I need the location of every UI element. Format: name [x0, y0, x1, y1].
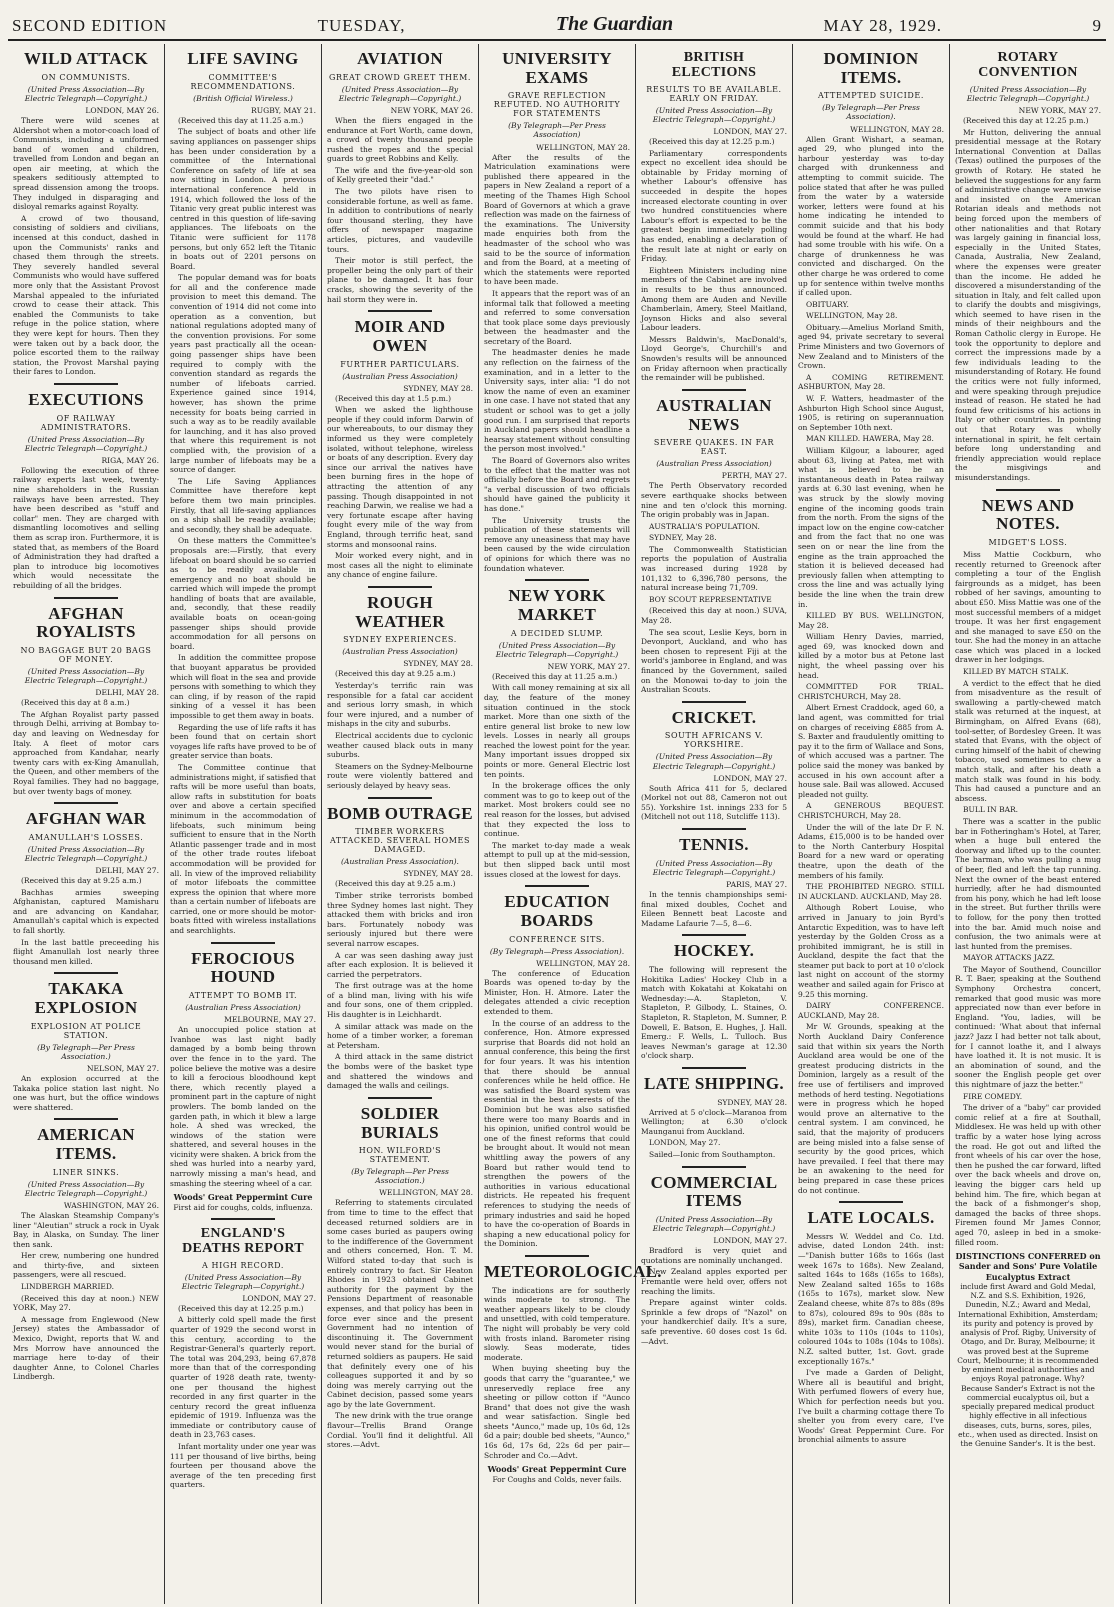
article-paragraph: (Received this day at 8 a.m.): [21, 698, 130, 708]
article-paragraph: There were wild scenes at Aldershot when a motor-coach load of Communists, including a uniformed band of women and children, travelled from London and began an open air meeting, at which the speakers seditiously attempted to spread dissension among the troops. They indulged in disparaging and disloyal remarks against Royalty.: [13, 115, 159, 212]
article-paragraph: MAYOR ATTACKS JAZZ.: [963, 953, 1056, 963]
article-dateline: WASHINGTON, MAY 26.: [63, 1200, 159, 1210]
article-divider: [839, 1201, 903, 1203]
article-subhead: GRAVE REFLECTION REFUTED. NO AUTHORITY FOR STATEMENTS: [493, 91, 621, 119]
article-headline: BOMB OUTRAGE: [327, 803, 473, 823]
article-paragraph: A verdict to the effect that he died from misadventure as the result of swallowing a partly-chewed match stalk was returned at the inquest, at Birmingham, on Alfred Evans (68), tool-setter, of Bordesley Green. It was stated that Evans, with the object of curing himself of the habit of chewing tobacco, used sometimes to chew a match stalk, and after his death a match stalk was found in his body. This had caused a puncture and an abscess.: [955, 678, 1101, 803]
column-4: [479, 44, 662, 1604]
article-paragraph: A third attack in the same district the bombs were of the basket type and shattered the windows and damaged the walls and ceilings.: [327, 1052, 473, 1091]
article-dateline: NEW YORK, MAY 26.: [390, 105, 473, 115]
article-paragraph: When buying sheeting buy the goods that carry the "guarantee," we unreservedly replace free any sheeting or pillow cotton if "Aunco Brand" that does not give the wash and wear satisfaction. Single bed sheets "Aunco," made up, 10s 6d, 12s 6d a pair; double bed sheets, "Aunco," 16s 6d, 17s 6d, 22s 6d per pair—Schroder and Co.—Advt.: [484, 1364, 630, 1460]
article-paragraph: Mr Hutton, delivering the annual presidential message at the Rotary International Convention at Dallas (Texas) outlined the purposes of the growth of Rotary. He stated he believed the suggestions for any farm of administrative change were unwise and insisted on the American Rotarian ideals and methods not being forced upon the members of other nationalities and that Rotary was largely gaining in financial loss, especially in the United States, Canada, Australia, New Zealand, where the expenses were greater than the income. He added he discovered a misunderstanding of the situation in Italy, and felt called upon to clarify the doubts and misgivings, which seemed to have risen in the minds of their neighbours and the Roman Catholic clergy in Europe. He took the opportunity to deplore and correct the impressions made by a few individuals leading to the misunderstanding of Rotary. He found the critics were not fully informed, and were speaking through prejudice instead of reason. He stated he had found few criticisms of his actions in Italy or other countries. In pointing out that Rotary was wholly international in spirit, he felt certain before long understanding and friendly appreciation would replace the misgivings and misunderstandings.: [955, 127, 1101, 482]
article-paragraph: (Received this day at 9.25 a.m.): [335, 879, 456, 889]
article-headline: EDUCATION BOARDS: [504, 892, 610, 930]
article-paragraph: THE PROHIBITED NEGRO. STILL IN AUCKLAND. AUCKLAND, May 28.: [798, 882, 944, 901]
article: [13, 1126, 159, 1382]
article-paragraph: Miss Mattie Cockburn, who recently returned to Greenock after completing a tour of the English fairgrounds as a midget, has been robbed of her savings, amounting to about £50. Miss Mattie was one of the most successful members of a midget troupe. It was her first engagement and she managed to save £50 on the tour. She had the money in an attache case which was placed in a locked drawer in her lodgings.: [955, 549, 1101, 665]
article-headline: HOCKEY.: [673, 941, 755, 961]
advertisement-text: First aid for coughs, colds, influenza.: [173, 1202, 313, 1212]
article-credit: (United Press Association—By Electric Telegraph—Copyright.): [181, 1272, 305, 1291]
article-paragraph: Bachhas armies sweeping Afghanistan, captured Mamisharu and are advancing on Kandahar, Amanullah's capital which is expected to fall shortly.: [13, 887, 159, 935]
advertisement-text: include first Award and Gold Medal, N.Z. and S.S. Exhibition, 1926, Dunedin, N.Z.; Award and Medal, International Exhibition, Amsterdam; its purity and potency is proved by analysis of Prof. Rigby, University of Otago, and Dr. Buray, Melbourne; it was proved best at the Supreme Court, Melbourne; it is recommended by eminent medical authorities and enjoys Royal patronage. Why? Because Sander's Extract is not the commercial eucalyptus oil, but a specially prepared medical product highly effective in all infectious diseases, cuts, burns, sores, piles, etc., when used as directed. Insist on the Genuine Sander's. It is the best.: [957, 1281, 1099, 1449]
article-dateline: PARIS, MAY 27.: [726, 879, 787, 889]
article-credit: (Australian Press Association): [185, 1003, 301, 1013]
article: [641, 836, 787, 928]
article-paragraph: Messrs W. Weddel and Co. Ltd. advise, dated London 24th. inst:—"Danish butter 168s to 166s (last week 167s to 168s). New Zealand, salted 164s to 168s (165s to 168s), New Zealand salted 165s to 168s (165s to 167s), market slow. New Zealand cheese, white 87s to 88s (89s to 87s), coloured 89s to 90s (88s to 89s), market firm. Canadian cheese, white 103s to 110s (104s to 110s), coloured 104s to 108s (104s to 108s). N.Z. salted butter, 1st. Govt. grade exceptionally 167s.": [798, 1231, 944, 1366]
article-dateline: LONDON, MAY 27.: [713, 1236, 787, 1246]
article-divider: [54, 802, 118, 804]
article-paragraph: Electrical accidents due to cyclonic weather caused black outs in many suburbs.: [327, 731, 473, 760]
column-1: [8, 44, 165, 1604]
article-paragraph: In the last battle preceeding his flight Amanullah lost nearly three thousand men killed.: [13, 937, 159, 966]
article-paragraph: The following will represent the Hokitika Ladies' Hockey Club in a match with Kokatahi at Kokatahi on Wednesday:—A. Stapleton, V. Stapleton, P. Gilbody, L. Staines, O. Stapleton, R. Stapleton, M. Sumner, P. Dowell, E. Batson, E. Hughes, J. Hall. Emerg.: F. Wells, L. Tulloch. Bus leaves Newman's garage at 12.30 o'clock sharp.: [641, 965, 787, 1061]
article-paragraph: After the results of the Matriculation examinations were published there appeared in the papers in New Zealand a report of a meeting of the Thames High School Board of Governors at which a grave reflection was made on the fairness of the examinations. The University made enquiries both from the headmaster of the school who was said to be the source of information and from the Board, at a meeting of which the statements were reported to have been made.: [484, 152, 630, 287]
article-headline: METEOROLOGICAL.: [484, 1261, 662, 1281]
article-divider: [54, 597, 118, 599]
masthead: [8, 6, 1106, 41]
article: [641, 397, 787, 695]
date-label: MAY 28, 1929.: [823, 16, 943, 35]
article-paragraph: Albert Ernest Craddock, aged 60, a land agent, was committed for trial on charges of receiving £885 from A. S. Baxter and fraudulently omitting to pay it to the firm of Wallace and Sons, of which accused was a partner. The police said the money was banked by accused in his own account after a house sale. Bail was allowed. Accused pleaded not guilty.: [798, 703, 944, 799]
edition-label: SECOND EDITION: [12, 16, 168, 35]
article-subhead: FURTHER PARTICULARS.: [340, 359, 460, 369]
article-subhead: ON COMMUNISTS.: [41, 72, 131, 82]
article: [327, 318, 473, 580]
columns: [8, 44, 1106, 1604]
article-divider: [54, 972, 118, 974]
article-credit: (United Press Association—By Electric Telegraph—Copyright.): [966, 84, 1090, 103]
article: [13, 391, 159, 591]
advertisement: [170, 1192, 316, 1212]
article-subhead: A DECIDED SLUMP.: [510, 628, 604, 638]
article: [641, 1075, 787, 1160]
article-headline: AMERICAN ITEMS.: [37, 1125, 135, 1163]
article-headline: BRITISH ELECTIONS: [671, 50, 757, 81]
article-dateline: SYDNEY, MAY 28.: [403, 383, 473, 393]
article-paragraph: Although Robert Louise, who arrived in January to join Byrd's Antarctic Expedition, was to have left yesterday by the Golden Cross as a prohibited immigrant, he is still in Auckland, despite the fact that the steamer put back to port at 10 o'clock last night on account of the stormy weather and sailed again for Frisco at 9.25 this morning.: [798, 903, 944, 999]
article-subhead: CONFERENCE SITS.: [509, 934, 605, 944]
article-paragraph: When the fliers engaged in the endurance at Fort Worth, came down, a crowd of twenty thousand people rushed the ropes and the special guards to greet Robbins and Kelly.: [327, 115, 473, 164]
article-headline: SOLDIER BURIALS: [360, 1103, 440, 1142]
article-paragraph: In addition the committee propose that buoyant apparatus be provided which will float in the sea and provide persons with something to which they can cling, if by reason of the rapid sinking of a vessel it has been impossible to get them away in boats.: [170, 653, 316, 721]
article-paragraph: The Commonwealth Statistician reports the population of Australia was increased during 1928 by 101,132 to 6,396,780 persons, the natural increase being 71,709.: [641, 544, 787, 593]
article-paragraph: (Received this day at 11.25 a.m.): [492, 671, 618, 681]
article: [13, 980, 159, 1112]
article-dateline: WELLINGTON, MAY 28.: [536, 958, 630, 968]
article: [955, 50, 1101, 483]
article-paragraph: In the brokerage offices the only comment was to go to keep out of the market. Most brokers could see no real reason for the losses, but advised that they expected the loss to continue.: [484, 781, 630, 839]
article-paragraph: Messrs Baldwin's, MacDonald's, Lloyd George's, Churchill's and Snowden's results will be announced on Friday afternoon when practically the remainder will be published.: [641, 334, 787, 383]
article-paragraph: There was a scatter in the public bar in Fotheringham's Hotel, at Tarer, when a huge bull entered the doorway and lifted up to the counter. The barman, who was pulling a mug of beer, fled and left the tap running. Next the owner of the beast entered hurriedly, after he had dismounted from his pony, which he had left loose in the street. But further thrills were to follow, for the pony then trotted into the bar. Amid much noise and confusion, the two animals were at last hunted from the premises.: [955, 816, 1101, 951]
article-credit: (Australian Press Association): [342, 647, 458, 657]
article-credit: (By Telegraph—Per Press Association).: [822, 103, 920, 122]
article-paragraph: A bitterly cold spell made the first quarter of 1929 the second worst in this century, according to the Registrar-General's quarterly report. The total was 204,293, being 67,878 more than that of the corresponding quarter of 1928 death rate, twenty-one per thousand the highest recorded in any first quarter in the century record the great influenza epidemic of 1919. Influenza was the immediate or contributory cause of death in 23,763 cases.: [170, 1315, 316, 1440]
article-headline: MOIR AND OWEN: [354, 317, 446, 355]
article-paragraph: A GENEROUS BEQUEST. CHRISTCHURCH, May 28.: [798, 801, 944, 820]
article-headline: ENGLAND'S DEATHS REPORT: [182, 1225, 304, 1257]
article-dateline: WELLINGTON, MAY 28.: [850, 124, 944, 134]
article-subhead: NO BAGGAGE BUT 20 BAGS OF MONEY.: [20, 645, 152, 664]
article-paragraph: Yesterday's terrific rain was responsible for a fatal car accident and serious lorry smash, in which four were injured, and a number of mishaps in the city and suburbs.: [327, 681, 473, 729]
article-headline: NEW YORK MARKET: [508, 586, 606, 624]
article-paragraph: LINDBERGH MARRIED.: [21, 1282, 115, 1292]
article-dateline: RIGA, MAY 26.: [101, 455, 159, 465]
article-paragraph: KILLED BY MATCH STALK.: [963, 667, 1069, 677]
article-paragraph: BOY SCOUT REPRESENTATIVE: [649, 594, 772, 604]
article-paragraph: KILLED BY BUS. WELLINGTON, May 28.: [798, 611, 944, 630]
article-dateline: LONDON, MAY 26.: [85, 105, 159, 115]
article-headline: WILD ATTACK: [23, 49, 149, 68]
article-paragraph: The two pilots have risen to considerable fortune, as well as fame. In addition to contributions of nearly four thousand sterling, they have offers of newspaper magazine articles, pictures, and vaudeville tours.: [327, 187, 473, 254]
article-divider: [682, 828, 746, 830]
article-paragraph: It appears that the report was of an informal talk that followed a meeting and referred to some conversation that took place some days previously between the headmaster and the secretary of the Board.: [484, 288, 630, 346]
article-headline: NEWS AND NOTES.: [981, 495, 1075, 534]
article-paragraph: Infant mortality under one year was 111 per thousand of live births, being fourteen per thousand above the average of the ten preceding first quarters.: [170, 1442, 316, 1490]
article-headline: CRICKET.: [671, 707, 757, 727]
article-paragraph: New Zealand apples exported per Fremantle were held over, offers not reaching the limits.: [641, 1267, 787, 1296]
article-credit: (By Telegraph—Per Press Association): [508, 121, 606, 140]
article-paragraph: When we asked the lighthouse people if they could inform Darwin of our whereabouts, to our dismay they informed us they were completely isolated, without telephone, wireless or boats of any description. Every day since our arrival the natives have been burning fires in the hope of attracting the attention of any passing. Though disappointed in not reaching Darwin, we realise we had a very fortunate escape after having fought every mile of the way from England, through terrific heat, sand storms and monsoonal rains.: [327, 405, 473, 549]
article-divider: [54, 1118, 118, 1120]
article-credit: (United Press Association—By Electric Telegraph—Copyright.): [24, 84, 148, 103]
article-dateline: DELHI, MAY 28.: [95, 688, 159, 698]
article-subhead: ATTEMPTED SUICIDE.: [818, 91, 924, 101]
article-paragraph: William Henry Davies, married, aged 69, was knocked down and killed by a motor bus at Petone last night, the wheel passing over his head.: [798, 632, 944, 680]
article-paragraph: Bradford is very quiet and quotations are nominally unchanged.: [641, 1246, 787, 1265]
advertisement: [484, 1464, 630, 1484]
article-credit: (United Press Association—By Electric Telegraph—Copyright.): [338, 84, 462, 103]
article-divider: [525, 885, 589, 887]
article-divider: [682, 1166, 746, 1168]
article-credit: (United Press Association—By Electric Telegraph—Copyright.): [24, 844, 148, 863]
article-paragraph: On these matters the Committee's proposals are:—Firstly, that every lifeboat on board should be so carried as to be readily available in emergency and no boat should be carried which will impede the prompt handling of boats that are available, and, secondly, that these readily available boats on ocean-going passenger ships should provide accommodation for all persons on board.: [170, 536, 316, 651]
advertisement-title: Woods' Great Peppermint Cure: [173, 1192, 313, 1203]
article-dateline: SYDNEY, MAY 28.: [717, 1097, 787, 1107]
article-credit: (United Press Association—By Electric Telegraph—Copyright.): [24, 666, 148, 686]
column-5: [636, 44, 793, 1604]
article-paragraph: Allen Grant Wishart, a seaman, aged 29, who plunged into the harbour yesterday was to-day charged with drunkenness and attempting to commit suicide. The police stated that after he was pulled from the water by a waterside worker, letters were found at his home indicating he intended to commit suicide and that his body would be found at the wharf. He had had some trouble with his wife. On a charge of drunkenness he was convicted and discharged. On the other charge he was ordered to come up for sentence within twelve months if called upon.: [798, 134, 944, 298]
article-divider: [54, 383, 118, 385]
article-paragraph: With call money remaining at six all day, the feature of the money situation continued in the stock market. More than one sixth of the entire general list broke to new low levels. Losses in nearly all groups reached the lowest point for the year. Many important issues dropped six points or more. General Electric lost ten points.: [484, 683, 630, 779]
article-paragraph: Regarding the use of life rafts it has been found that on certain short voyages life rafts have proved to be of greater service than boats.: [170, 722, 316, 761]
article-dateline: LONDON, MAY 27.: [242, 1293, 316, 1303]
article-paragraph: An unoccupied police station at Ivanhoe was last night badly damaged by a bomb being thrown over the fence in to the yard. The police believe the motive was a desire to kill a ferocious bloodhound kept there, which recently played a prominent part in the capture of night prowlers. The bomb landed on the garden path, in which it blew a large hole. A shed was wrecked, the windows of the station were shattered, and several houses in the vicinity were shaken. A brick from the shed was hurled into a nearby yard, narrowly missing a man's head, and smashing the steering wheel of a car.: [170, 1025, 316, 1188]
article-subhead: SEVERE QUAKES. IN FAR EAST.: [653, 438, 775, 457]
article-headline: DOMINION ITEMS.: [823, 49, 919, 87]
article-paragraph: W. F. Watters, headmaster of the Ashburton High School since August, 1905, is retiring on superannuation on September 10th next.: [798, 394, 944, 432]
article: [641, 1174, 787, 1347]
advertisement-text: For Coughs and Colds, never fails.: [492, 1474, 622, 1484]
article-paragraph: Moir worked every night, and in most cases all the night to eliminate any chance of engine failure.: [327, 551, 473, 580]
article-subhead: LINER SINKS.: [52, 1167, 120, 1177]
column-6: [793, 44, 950, 1604]
article-headline: AVIATION: [357, 49, 443, 68]
article-divider: [368, 797, 432, 799]
article-paragraph: A crowd of two thousand, consisting of soldiers and civilians, incensed at this conduct, dashed in upon the Communists' ranks and chased them through the streets. They severely handled several Communists who would have suffered more only that the Assistant Provost Marshal appealed to the infuriated crowd to cease their attack. This enabled the Communists to take refuge in the police station, where they were kept for hours. Then they were taken out by a back door, the police escorted them to the railway station, the Provost Marshal paying their fares to London.: [13, 213, 159, 377]
article-dateline: LONDON, MAY 27.: [713, 773, 787, 783]
article-paragraph: South Africa 411 for 5, declared (Morkel not out 88, Cameron not out 55). Yorkshire 1st. innings 233 for 5 (Mitchell not out 118, Sutcliffe 113).: [641, 783, 787, 822]
article-subhead: AMANULLAH'S LOSSES.: [28, 832, 144, 842]
article-divider: [682, 934, 746, 936]
article-paragraph: Sailed—Ionic from Southampton.: [649, 1150, 776, 1160]
article: [484, 1261, 662, 1484]
article-subhead: SYDNEY EXPERIENCES.: [343, 635, 457, 645]
article-paragraph: COMMITTED FOR TRIAL. CHRISTCHURCH, May 28.: [798, 682, 944, 701]
article-divider: [682, 389, 746, 391]
article-subhead: SOUTH AFRICANS V. YORKSHIRE.: [664, 731, 764, 750]
article-dateline: NEW YORK, MAY 27.: [547, 661, 630, 671]
day-label: TUESDAY,: [317, 16, 406, 35]
article-dateline: WELLINGTON, MAY 28.: [379, 1188, 473, 1198]
article-paragraph: The Life Saving Appliances Committee have therefore kept before them two main principles. Firstly, that all life-saving appliances on a ship shall be readily available; and secondly, they shall be adequate.: [170, 476, 316, 534]
article: [327, 594, 473, 791]
article-paragraph: The wife and the five-year-old son of Kelly greeted their "dad.": [327, 165, 473, 185]
article-subhead: EXPLOSION AT POLICE STATION.: [30, 1021, 142, 1040]
article-paragraph: AUSTRALIA'S POPULATION.: [649, 521, 760, 531]
article-paragraph: Mr W. Grounds, speaking at the North Auckland Dairy Conference said that within six years the North Auckland area would be one of the greatest producing districts in the Dominion, largely as a result of the free use of fertilisers and improved methods of herd testing. Negotiations were in progress which he hoped would prove an alternative to the central system. I am convinced, he said, that the majority of producers are being misled into a false sense of security by the good prices, which have prevailed. I feel that there may be an awakening to the need for being prepared in case these prices do not continue.: [798, 1022, 944, 1195]
article-headline: AFGHAN WAR: [25, 809, 147, 829]
article-paragraph: Following the execution of three railway experts last week, twenty-nine shareholders in the Russian railways have been arrested. They have been described as "stuff and collar" men. They are charged with dismantling locomotives and selling them as scrap iron. Furthermore, it is stated that, as members of the Board of Administration they had drafted a plan to introduce big locomotives which would necessitate the rebuilding of all the bridges.: [13, 465, 159, 590]
article-divider: [682, 1067, 746, 1069]
article-headline: TAKAKA EXPLOSION: [34, 979, 138, 1018]
article-dateline: NEW YORK, MAY 27.: [1018, 106, 1101, 115]
article-headline: COMMERCIAL ITEMS: [650, 1172, 778, 1211]
article-paragraph: BULL IN BAR.: [963, 805, 1019, 815]
article-divider: [211, 942, 275, 944]
article: [641, 50, 787, 383]
article-paragraph: Their motor is still perfect, the propeller being the only part of their plane to be damaged. It has four cracks, showing the severity of the hail storm they were in.: [327, 256, 473, 304]
article-paragraph: (Received this day at noon.) SUVA, May 28.: [641, 606, 787, 626]
article-paragraph: WELLINGTON, May 28.: [806, 311, 898, 321]
article-subhead: A HIGH RECORD.: [201, 1260, 284, 1270]
article-divider: [211, 1218, 275, 1220]
article-credit: (British Official Wireless.): [193, 93, 293, 103]
article-headline: AFGHAN ROYALISTS: [36, 603, 136, 642]
column-2: [165, 44, 322, 1604]
article-divider: [368, 310, 432, 312]
article: [327, 1105, 473, 1450]
advertisement: [955, 1251, 1101, 1448]
article-paragraph: DAIRY CONFERENCE. AUCKLAND, May 28.: [798, 1001, 944, 1020]
article-paragraph: The University trusts the publication of these statements will remove any uneasiness that may have been caused by the wide circulation of opinions for which there was no foundation whatever.: [484, 515, 630, 573]
article-credit: (United Press Association—By Electric Telegraph—Copyright.): [24, 434, 148, 453]
article-paragraph: (Received this day at 11.25 a.m.): [178, 115, 304, 125]
article-subhead: TIMBER WORKERS ATTACKED. SEVERAL HOMES DAMAGED.: [329, 827, 471, 855]
article-paragraph: The Perth Observatory recorded severe earthquake shocks between nine and ten o'clock this morning. The origin probably was in Japan.: [641, 481, 787, 520]
article: [13, 605, 159, 797]
article-paragraph: FIRE COMEDY.: [963, 1091, 1023, 1101]
article-paragraph: (Received this day at noon.) NEW YORK, May 27.: [13, 1293, 159, 1313]
article-credit: (United Press Association—By Electric Telegraph—Copyright.): [652, 752, 776, 771]
article-paragraph: The popular demand was for boats for all and the conference made provision to meet this demand. The convention of 1914 did not come into operation as a convention, but national regulations adopted many of the convention provisions. For some years past practically all the ocean-going passenger ships have been required to comply with the convention standard as regards the number of lifeboats carried. Experience gained since 1914, however, has shown the prime necessity for boats being carried in such a way as to be readily available for launching, and it has also proved that where this requirement is not complied with, the provision of a large number of lifeboats may be a source of danger.: [170, 273, 316, 475]
article-headline: LATE LOCALS.: [807, 1208, 935, 1228]
article-headline: EXECUTIONS: [28, 389, 144, 409]
article-subhead: MIDGET'S LOSS.: [988, 537, 1068, 547]
article-credit: (Australian Press Association): [342, 371, 458, 381]
article-divider: [996, 489, 1060, 491]
article-paragraph: (Received this day at 12.25 p.m.): [649, 137, 775, 146]
article-paragraph: The first outrage was at the home of a blind man, living with his wife and four sons, one of them crippled. His daughter is in Leichhardt.: [327, 981, 473, 1020]
article-paragraph: The Alaskan Steamship Company's liner "Aleutian" struck a rock in Uyak Bay, in Alaska, on Sunday. The liner then sank.: [13, 1210, 159, 1249]
article-paragraph: The subject of boats and other life saving appliances on passenger ships has been under consideration by a committee of the International Conference on safety of life at sea now sitting in London. A previous international conference held in 1914, which followed the loss of the Titanic very great public interest was centred in this question of life-saving appliances. The lifeboats on the Titanic were sufficient for 1178 persons, but only 652 left the Titanic in boats out of 2201 persons on Board.: [170, 127, 316, 271]
article-paragraph: (Received this day at 1.5 p.m.): [335, 393, 452, 403]
paper-title: The Guardian: [555, 13, 674, 35]
article-divider: [525, 579, 589, 581]
article-paragraph: A COMING RETIREMENT. ASHBURTON, May 28.: [798, 372, 944, 392]
article: [641, 709, 787, 822]
article-paragraph: The indications are for southerly winds moderate to strong. The weather appears likely to be cloudy and unsettled, with cold temperature. The night will probably be very cold with frosts inland. Barometer rising slowly. Seas moderate, tides moderate.: [484, 1285, 630, 1362]
article: [641, 942, 787, 1061]
article-subhead: ATTEMPT TO BOMB IT.: [188, 991, 298, 1001]
article-headline: LATE SHIPPING.: [644, 1073, 784, 1093]
article-dateline: RUGBY, MAY 21.: [251, 105, 316, 115]
article-paragraph: Steamers on the Sydney-Melbourne route were violently battered and seriously delayed by heavy seas.: [327, 761, 473, 790]
article-headline: TENNIS.: [679, 835, 749, 855]
article-paragraph: MAN KILLED. HAWERA, May 28.: [806, 434, 934, 444]
article-paragraph: OBITUARY.: [806, 299, 849, 309]
column-3: [322, 44, 479, 1604]
article-paragraph: The headmaster denies he made any reflection on the fairness of the examination, and in a letter to the University says, inter alia: "I do not know the name of even an examiner in one case. I have not stated that any student or school was to get a jolly good run. I am surprised that reports in Auckland papers should headline a hearsay statement without consulting the person most involved.": [484, 348, 630, 454]
article-paragraph: A similar attack was made on the home of a timber worker, a foreman at Petersham.: [327, 1021, 473, 1050]
article-paragraph: I've made a Garden of Delight, Where all is beautiful and bright, With perfumed flowers of every hue, Which for perfection needs but you. I've built a charming cottage there To shelter you from every care, I've Woods' Great Peppermint Cure. For bronchial ailments to assure: [798, 1368, 944, 1445]
article-paragraph: A car was seen dashing away just after each explosion. It is believed it carried the perpetrators.: [327, 950, 473, 979]
article-paragraph: LONDON, May 27.: [649, 1138, 721, 1148]
article-headline: ROUGH WEATHER: [355, 592, 445, 631]
article-paragraph: (Received this day at 12.25 p.m.): [178, 1303, 304, 1313]
article-dateline: LONDON, MAY 27.: [713, 127, 787, 136]
article-paragraph: Prepare against winter colds. Sprinkle a few drops of "Nazol" on your handkerchief daily. It's a sure, safe preventive. 60 doses cost 1s 6d.—Advt.: [641, 1298, 787, 1346]
article-paragraph: (Received this day at 12.25 p.m.): [963, 116, 1089, 125]
article: [798, 1209, 944, 1445]
article-credit: (United Press Association—By Electric Telegraph—Copyright.): [652, 1215, 776, 1234]
article-paragraph: The Board of Governors also writes to the effect that the matter was not officially before the Board and regrets "a verbal discussion of two officials should have gained the publicity it has done.": [484, 456, 630, 513]
article-headline: AUSTRALIAN NEWS: [656, 395, 772, 434]
page-number: 9: [1092, 16, 1102, 35]
article-paragraph: (Received this day at 9.25 a.m.): [335, 669, 456, 679]
article-paragraph: Obituary.—Amelius Morland Smith, aged 94, private secretary to several Prime Ministers and two Governors of New Zealand and to Ministers of the Crown.: [798, 322, 944, 371]
article-credit: (By Telegraph—Per Press Association.): [37, 1042, 135, 1061]
article: [327, 50, 473, 304]
article-credit: (By Telegraph—Per Press Association.): [351, 1167, 449, 1186]
article-headline: LIFE SAVING: [187, 49, 299, 68]
article-dateline: DELHI, MAY 27.: [95, 866, 159, 875]
article: [327, 805, 473, 1091]
article-paragraph: The Mayor of Southend, Councillor R. T. Baer, speaking at the Southend Symphony Orchestra concert, remarked that good music was more appreciated now than ever before in England. "You, ladies, will be continued: 'What about that infernal jazz? Jazz I had better not talk about, for I cannot loathe it, and I always have loathed it. It is not music. It is an abomination of sound, and the sooner the English people get over this nightmare of jazz the better.": [955, 964, 1101, 1089]
article: [798, 50, 944, 1195]
article-divider: [368, 586, 432, 588]
article-paragraph: William Kilgour, a labourer, aged about 63, living at Patea, met with what is believed to be an instantaneous death in Patea railway yards at 6.30 last evening, when he was struck by the slowly moving engine of the incoming goods train from the north. From the signs of the impact low on the engine cow-catcher and from the fact that no one was seen on or near the line from the engine as the train approached the station it is believed deceased had previously fallen when attempting to cross the line and was actually lying beside the line when the train drew in.: [798, 446, 944, 609]
article-divider: [368, 1097, 432, 1099]
article-paragraph: Referring to statements circulated from time to time to the effect that deceased returned soldiers are in some cases buried as paupers owing to the indifference of the Government and others concerned, Hon. T. M. Wilford stated to-day that such is entirely contrary to fact. Sir Heaton Rhodes in 1923 obtained Cabinet authority for the payment by the Pensions Department of reasonable expenses, and that policy has been in force ever since and the present Government had no intention of discontinuing it. The Government would never stand for the burial of returned soldiers as paupers. He said that definitely every one of his colleagues supported it and by so doing was merely carrying out the Cabinet decision, passed some years ago by the late Government.: [327, 1198, 473, 1409]
article-subhead: COMMITTEE'S RECOMMENDATIONS.: [190, 72, 296, 91]
article-subhead: RESULTS TO BE AVAILABLE. EARLY ON FRIDAY.: [646, 84, 782, 103]
article-paragraph: The Committee continue that administrations might, if satisfied that rafts will be more useful than boats, allow rafts in substitution for boats over and above a certain specified minimum in the accommodation of lifeboats, such minimum being sufficient to ensure that in the North Atlantic passenger trade and in most of the other trade routes lifeboat accommodation will be provided for all. In view of the improved reliability of motor lifeboats the committee express the opinion that where more than a certain number of lifeboats are carried, one or more should be motor-boats fitted with wireless installations and searchlights.: [170, 762, 316, 936]
article-paragraph: Timber strike terrorists bombed three Sydney homes last night. They attacked them with bricks and iron bars. Fortunately nobody was seriously injured but there were several narrow escapes.: [327, 890, 473, 948]
article-dateline: WELLINGTON, MAY 28.: [536, 142, 630, 152]
column-7: [950, 44, 1106, 1604]
article-divider: [525, 1255, 589, 1257]
article-paragraph: (Received this day at 9.25 a.m.): [21, 876, 142, 885]
article: [170, 1226, 316, 1490]
article: [13, 810, 159, 966]
article: [955, 497, 1101, 1449]
article-dateline: SYDNEY, MAY 28.: [403, 869, 473, 879]
article-credit: (By Telegraph—Press Association).: [489, 946, 625, 956]
article-paragraph: Eighteen Ministers including nine members of the Cabinet are involved in results to be thus announced. Among them are Auden and Neville Chamberlain, Amery, Steel Maitland, Joynson Hicks and also several Labour leaders.: [641, 265, 787, 333]
article-dateline: SYDNEY, MAY 28.: [403, 659, 473, 669]
article-paragraph: The conference of Education Boards was opened to-day by the Minister, Hon. H. Atmore. Later the delegates attended a civic reception extended to them.: [484, 968, 630, 1017]
article-dateline: PERTH, MAY 27.: [721, 471, 787, 481]
article-paragraph: An explosion occurred at the Takaka police station last night. No one was hurt, but the office windows were shattered.: [13, 1073, 159, 1112]
article-subhead: OF RAILWAY ADMINISTRATORS.: [40, 413, 132, 432]
article-paragraph: In the tennis championships semi-final mixed doubles, Cochet and Eileen Bennett beat Lacoste and Madame Lafaurie 7—5, 8—6.: [641, 889, 787, 928]
article-credit: (United Press Association—By Electric Telegraph—Copyright.): [495, 640, 619, 659]
article-paragraph: Parliamentary correspondents expect no excellent idea should be obtainable by Friday morning of whether Labour's offensive has succeeded in despite the hopes increased electorate counting in over two hundred constituencies where Labour's effort is expected to be the greatest begin immediately polling has ended, enabling a declaration of the result late at night or early on Friday.: [641, 148, 787, 264]
article-headline: FEROCIOUS HOUND: [191, 948, 295, 987]
article: [484, 893, 630, 1249]
article-dateline: MELBOURNE, MAY 27.: [224, 1015, 316, 1025]
article-credit: (United Press Association—By Electric Telegraph—Copyright.): [652, 858, 776, 877]
article-headline: UNIVERSITY EXAMS: [502, 49, 612, 87]
article-divider: [682, 701, 746, 703]
article: [13, 50, 159, 377]
article-paragraph: SYDNEY, May 28.: [649, 533, 717, 543]
article-paragraph: The market to-day made a weak attempt to pull up at the mid-session, but then slipped back until most issues closed at the lowest for days.: [484, 840, 630, 879]
article-paragraph: In the course of an address to the conference, Hon. Atmore expressed surprise that Boards did not hold an annual conference, this being the first for four years. It was his intention that there should be annual conferences while he held office. He was satisfied the Board system was essential in the best interests of the Dominion but he was also satisfied there were too many Boards and in his opinion, unified control would be one of the finest reforms that could be brought about. It would not mean whittling away the powers of any Board but rather would tend to strengthen the powers of the authorities in various educational districts. He repeated his frequent references to studying the needs of primary industries and said he hoped to have the co-operation of Boards in shaping a new educational policy for the Dominion.: [484, 1018, 630, 1249]
advertisement-title: DISTINCTIONS CONFERRED on Sander and Sons' Pure Volatile Eucalyptus Extract: [955, 1251, 1101, 1282]
article-credit: (Australian Press Association).: [341, 857, 459, 867]
article-paragraph: Under the will of the late Dr F. N. Adams, £15,000 is to be handed over to the North Canterbury Hospital Board for a new ward or operating theatre, upon the death of the members of his family.: [798, 822, 944, 880]
article-paragraph: The Afghan Royalist party passed through Delhi, arriving at Bombay to-day and leaving on Wednesday for Italy. A fleet of motor cars approached from Kandahar, nearly twenty cars with ex-King Amanullah, the Queen, and other members of the Royal families. They had no baggage, but over twenty bags of money.: [13, 709, 159, 796]
article-paragraph: Her crew, numbering one hundred and thirty-five, and sixteen passengers, were all rescued.: [13, 1251, 159, 1280]
article-dateline: NELSON, MAY 27.: [86, 1063, 159, 1073]
article-paragraph: The sea scout, Leslie Keys, born in Devonport, Auckland, and who has been chosen to represent Fiji at the world's jamboree in England, and was financed by the Government, sailed on the Monowai to-day to join the Australian Scouts.: [641, 627, 787, 695]
article: [170, 950, 316, 1212]
article-paragraph: Arrived at 5 o'clock—Maranoa from Wellington; at 6.30 o'clock Maunganui from Auckland.: [641, 1107, 787, 1136]
article-paragraph: The driver of a "baby" car provided comic relief at a fire at Southall, Middlesex. He was held up with other traffic by a water hose lying across the road. He got out and lifted the front wheels of his car over the hose, then he pushed the car forward, lifted over the back wheels and drove on, leaving the bigger cars held up behind him. The fire, which began at the back of a fishmonger's shop, damaged the backs of three shops. Firemen found Mr James Connor, aged 70, asleep in bed in a smoke-filled room.: [955, 1103, 1101, 1247]
article-paragraph: The new drink with the true orange flavour—Trellis Brand Orange Cordial. You'll find it delightful. All stores.—Advt.: [327, 1411, 473, 1450]
advertisement-title: Woods' Great Peppermint Cure: [487, 1464, 627, 1475]
article: [170, 50, 316, 936]
article-credit: (Australian Press Association): [656, 459, 772, 469]
article-paragraph: A message from Englewood (New Jersey) states the Ambassador of Mexico, Dwight, reports that W. and Mrs Morrow have announced the marriage here to-day of their daughter Anne, to Colonel Charles Lindbergh.: [13, 1314, 159, 1382]
article-credit: (United Press Association—By Electric Telegraph—Copyright.): [652, 105, 776, 124]
article-subhead: GREAT CROWD GREET THEM.: [328, 72, 471, 82]
article: [484, 587, 630, 879]
article: [484, 50, 630, 573]
article-subhead: HON. WILFORD'S STATEMENT.: [358, 1146, 442, 1165]
article-credit: (United Press Association—By Electric Telegraph—Copyright.): [24, 1179, 148, 1198]
article-headline: ROTARY CONVENTION: [978, 50, 1078, 81]
